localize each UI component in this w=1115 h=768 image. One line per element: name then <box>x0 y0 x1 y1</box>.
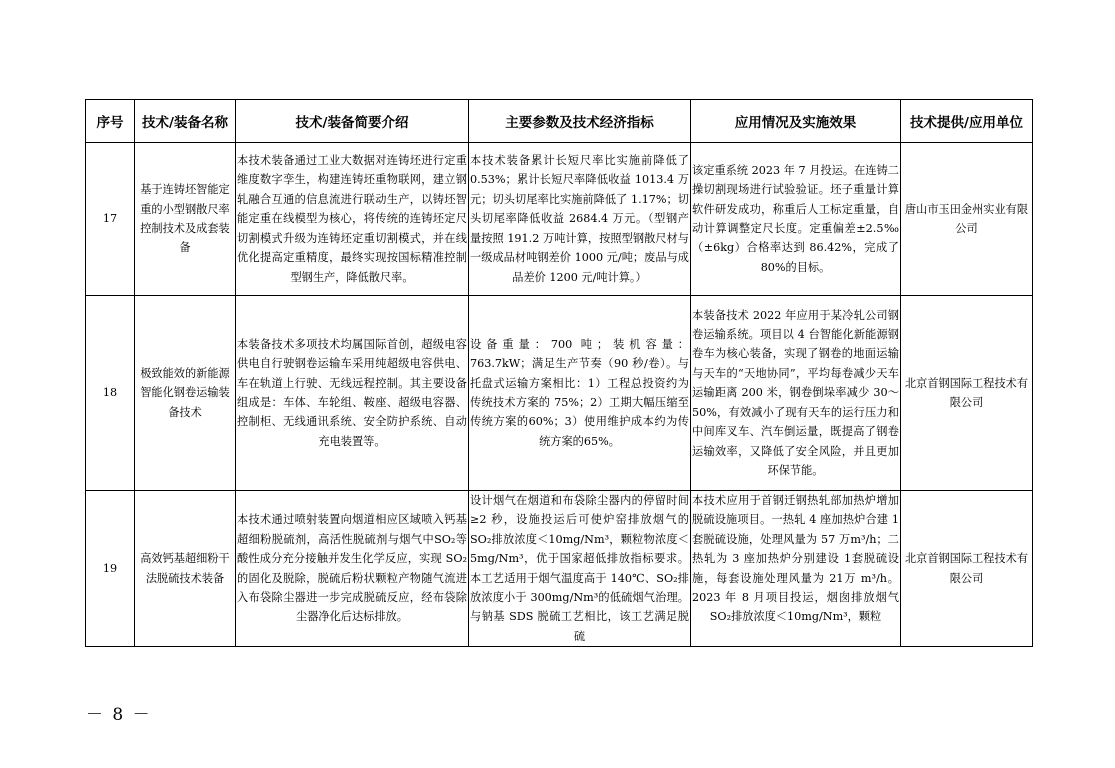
table-row <box>86 143 1033 296</box>
tech-params: 本技术装备累计长短尺率比实施前降低了0.53%；累计长短尺率降低收益 1013.4 万元；切头切尾率比实施前降低了 1.17%；切头切尾率降低收益 2684.4 万元。（型钢产量按照 191.2 万吨计算，按照型钢散尺材与一级成品材吨钢差价 1000 元/吨；废品与成品差价 1200 元/吨计算。） <box>469 143 691 296</box>
tech-intro: 本技术装备通过工业大数据对连铸坯进行定重维度数字孪生，构建连铸坯重物联网，建立钢轧融合互通的信息流进行联动生产，以铸坯智能定重在线模型为核心，将传统的连铸坯定尺切割模式升级为连铸坯定重切割模式，并在线优化提高定重精度，最终实现按国标精准控制型钢生产，降低散尺率。 <box>236 143 469 296</box>
tech-params: 设计烟气在烟道和布袋除尘器内的停留时间≥2 秒，设施投运后可使炉窑排放烟气的SO₂排放浓度＜10mg/Nm³，颗粒物浓度＜5mg/Nm³，优于国家超低排放指标要求。本工艺适用于烟气温度高于 140℃、SO₂排放浓度小于 300mg/Nm³的低硫烟气治理。与钠基 SDS 脱硫工艺相比，该工艺满足脱硫 <box>469 491 691 647</box>
tech-org: 北京首钢国际工程技术有限公司 <box>901 296 1033 491</box>
tech-effect: 该定重系统 2023 年 7 月投运。在连铸二操切割现场进行试验验证。坯子重量计算软件研发成功，称重后人工标定重量，自动计算调整定尺长度。定重偏差±2.5‰（±6kg）合格率达到 86.42%，完成了 80%的目标。 <box>691 143 901 296</box>
row-number: 19 <box>86 491 135 647</box>
tech-table <box>85 99 1033 647</box>
tech-effect: 本技术应用于首钢迁钢热轧部加热炉增加脱硫设施项目。一热轧 4 座加热炉合建 1 套脱硫设施，处理风量为 57 万m³/h；二热轧为 3 座加热炉分别建设 1套脱硫设施，每套设施处理风量为 21万 m³/h。2023 年 8 月项目投运，烟囱排放烟气 SO₂排放浓度＜10mg/Nm³，颗粒 <box>691 491 901 647</box>
tech-name: 基于连铸坯智能定重的小型钢散尺率控制技术及成套装备 <box>135 143 236 296</box>
header-intro: 技术/装备简要介绍 <box>236 100 469 143</box>
header-org: 技术提供/应用单位 <box>901 100 1033 143</box>
tech-intro: 本技术通过喷射装置向烟道相应区域喷入钙基超细粉脱硫剂，高活性脱硫剂与烟气中SO₂等酸性成分充分接触并发生化学反应，实现 SO₂的固化及脱除，脱硫后粉状颗粒产物随气流进入布袋除尘器进一步完成脱硫反应，经布袋除尘器净化后达标排放。 <box>236 491 469 647</box>
header-name: 技术/装备名称 <box>135 100 236 143</box>
page-number: － 8 － <box>86 705 152 725</box>
tech-intro: 本装备技术多项技术均属国际首创，超级电容供电自行驶钢卷运输车采用纯超级电容供电、车在轨道上行驶、无线远程控制。其主要设备组成是：车体、车轮组、鞍座、超级电容器、控制柜、无线通讯系统、安全防护系统、自动充电装置等。 <box>236 296 469 491</box>
header-no: 序号 <box>86 100 135 143</box>
table-header-row <box>86 100 1033 143</box>
header-params: 主要参数及技术经济指标 <box>469 100 691 143</box>
row-number: 18 <box>86 296 135 491</box>
row-number: 17 <box>86 143 135 296</box>
tech-effect: 本装备技术 2022 年应用于某冷轧公司钢卷运输系统。项目以 4 台智能化新能源钢卷车为核心装备，实现了钢卷的地面运输与天车的“天地协同”，平均每卷减少天车运输距离 200 米，钢卷倒垛率减少 30～50%，有效减小了现有天车的运行压力和中间库叉车、汽车倒运量，既提高了钢卷运输效率，又降低了安全风险，并且更加环保节能。 <box>691 296 901 491</box>
tech-name: 极致能效的新能源智能化钢卷运输装备技术 <box>135 296 236 491</box>
tech-params: 设备重量：700 吨；装机容量：763.7kW；满足生产节奏（90 秒/卷）。与托盘式运输方案相比：1）工程总投资约为传统技术方案的 75%；2）工期大幅压缩至传统方案的60%；3）使用维护成本约为传统方案的65%。 <box>469 296 691 491</box>
header-effect: 应用情况及实施效果 <box>691 100 901 143</box>
tech-org: 唐山市玉田金州实业有限公司 <box>901 143 1033 296</box>
tech-org: 北京首钢国际工程技术有限公司 <box>901 491 1033 647</box>
table-row <box>86 491 1033 647</box>
tech-name: 高效钙基超细粉干法脱硫技术装备 <box>135 491 236 647</box>
table-row <box>86 296 1033 491</box>
